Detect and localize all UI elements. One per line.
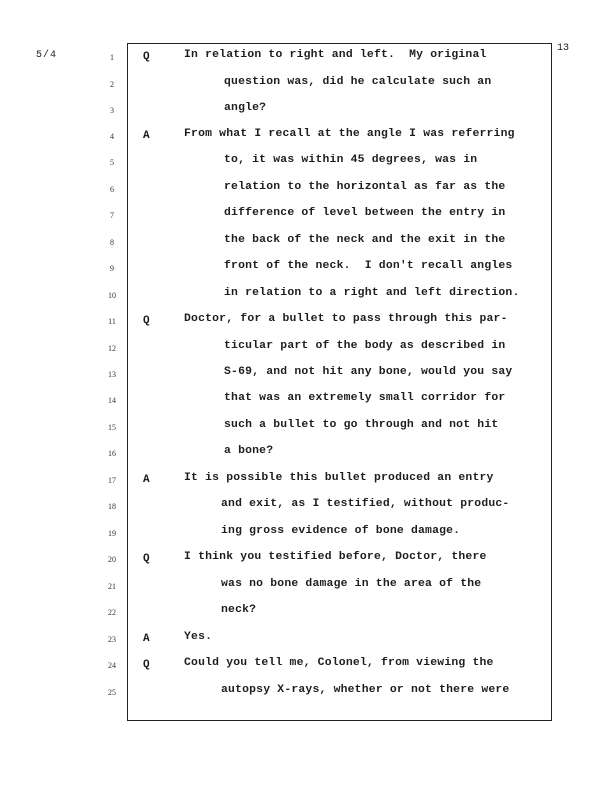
line-number: 5 <box>110 158 114 167</box>
transcript-line <box>0 656 612 676</box>
transcript-line <box>0 127 612 147</box>
line-number: 17 <box>108 476 116 485</box>
line-number: 2 <box>110 80 114 89</box>
line-text: that was an extremely small corridor for <box>224 392 506 404</box>
line-number: 15 <box>108 423 116 432</box>
speaker-label: A <box>143 633 150 645</box>
line-text: in relation to a right and left direction. <box>224 287 520 299</box>
line-text: It is possible this bullet produced an entry <box>184 472 494 484</box>
line-number: 6 <box>110 185 114 194</box>
speaker-label: Q <box>143 315 150 327</box>
transcript-line <box>0 153 612 173</box>
line-text: I think you testified before, Doctor, there <box>184 551 487 563</box>
line-number: 7 <box>110 211 114 220</box>
line-text: to, it was within 45 degrees, was in <box>224 154 478 166</box>
line-number: 16 <box>108 449 116 458</box>
line-text: Doctor, for a bullet to pass through this par- <box>184 313 508 325</box>
line-text: the back of the neck and the exit in the <box>224 234 506 246</box>
transcript-line <box>0 418 612 438</box>
line-number: 8 <box>110 238 114 247</box>
line-text: autopsy X-rays, whether or not there were <box>221 684 510 696</box>
transcript-line <box>0 471 612 491</box>
line-text: and exit, as I testified, without produc- <box>221 498 510 510</box>
transcript-line <box>0 233 612 253</box>
transcript-line <box>0 683 612 703</box>
transcript-line <box>0 48 612 68</box>
speaker-label: A <box>143 130 150 142</box>
line-text: angle? <box>224 102 267 114</box>
line-text: difference of level between the entry in <box>224 207 506 219</box>
line-text: S-69, and not hit any bone, would you say <box>224 366 513 378</box>
line-text: Yes. <box>184 631 213 643</box>
line-number: 3 <box>110 106 114 115</box>
transcript-line <box>0 312 612 332</box>
speaker-label: A <box>143 474 150 486</box>
line-number: 18 <box>108 502 116 511</box>
line-text: From what I recall at the angle I was referring <box>184 128 515 140</box>
line-number: 20 <box>108 555 116 564</box>
transcript-line <box>0 101 612 121</box>
transcript-line <box>0 206 612 226</box>
page-number: 13 <box>557 43 570 54</box>
transcript-line <box>0 391 612 411</box>
line-text: was no bone damage in the area of the <box>221 578 482 590</box>
line-text: question was, did he calculate such an <box>224 76 492 88</box>
line-number: 10 <box>108 291 116 300</box>
transcript-line <box>0 577 612 597</box>
transcript-line <box>0 75 612 95</box>
speaker-label: Q <box>143 659 150 671</box>
line-number: 22 <box>108 608 116 617</box>
transcript-line <box>0 630 612 650</box>
transcript-line <box>0 286 612 306</box>
line-number: 21 <box>108 582 116 591</box>
line-text: ticular part of the body as described in <box>224 340 506 352</box>
transcript-line <box>0 603 612 623</box>
line-text: a bone? <box>224 445 274 457</box>
speaker-label: Q <box>143 553 150 565</box>
transcript-line <box>0 497 612 517</box>
line-text: In relation to right and left. My original <box>184 49 487 61</box>
transcript-line <box>0 444 612 464</box>
transcript-line <box>0 524 612 544</box>
margin-note: 5/4 <box>36 50 58 61</box>
line-number: 11 <box>108 317 116 326</box>
line-number: 9 <box>110 264 114 273</box>
line-number: 25 <box>108 688 116 697</box>
line-number: 1 <box>110 53 114 62</box>
transcript-line <box>0 550 612 570</box>
line-text: such a bullet to go through and not hit <box>224 419 499 431</box>
transcript-line <box>0 339 612 359</box>
line-number: 13 <box>108 370 116 379</box>
line-number: 23 <box>108 635 116 644</box>
transcript-line <box>0 259 612 279</box>
line-number: 19 <box>108 529 116 538</box>
line-text: Could you tell me, Colonel, from viewing the <box>184 657 494 669</box>
transcript-line <box>0 180 612 200</box>
line-text: neck? <box>221 604 257 616</box>
line-number: 24 <box>108 661 116 670</box>
line-number: 14 <box>108 396 116 405</box>
line-text: relation to the horizontal as far as the <box>224 181 506 193</box>
line-number: 12 <box>108 344 116 353</box>
speaker-label: Q <box>143 51 150 63</box>
transcript-line <box>0 365 612 385</box>
line-number: 4 <box>110 132 114 141</box>
line-text: front of the neck. I don't recall angles <box>224 260 513 272</box>
line-text: ing gross evidence of bone damage. <box>221 525 461 537</box>
